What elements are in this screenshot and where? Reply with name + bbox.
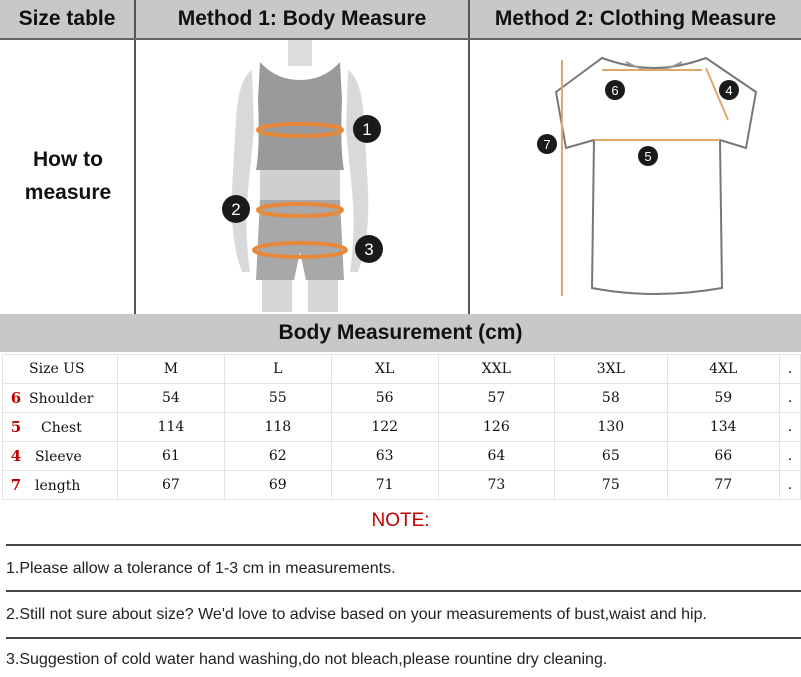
divider	[6, 590, 801, 592]
row-label: 7 length	[3, 471, 118, 500]
marker-5	[637, 145, 659, 167]
size-us-label: Size US	[3, 355, 118, 384]
extra-cell: .	[779, 355, 800, 384]
value-cell: 61	[118, 442, 225, 471]
how-to-line1: How to	[33, 148, 103, 171]
table-row	[3, 384, 801, 413]
value-cell: 126	[438, 413, 555, 442]
value-cell: 134	[667, 413, 779, 442]
value-cell: 67	[118, 471, 225, 500]
value-cell: 64	[438, 442, 555, 471]
value-cell: 56	[331, 384, 438, 413]
marker-6	[604, 79, 626, 101]
divider	[468, 0, 470, 314]
body-figure	[180, 40, 420, 312]
row-label: 4 Sleeve	[3, 442, 118, 471]
value-cell: 122	[331, 413, 438, 442]
value-cell: 77	[667, 471, 779, 500]
row-label: 6 Shoulder	[3, 384, 118, 413]
marker-7-label: 7	[543, 137, 551, 152]
value-cell: 71	[331, 471, 438, 500]
value-cell: 73	[438, 471, 555, 500]
marker-7	[536, 133, 558, 155]
size-cell: 4XL	[667, 355, 779, 384]
divider	[134, 0, 136, 314]
extra-cell: .	[779, 384, 800, 413]
marker-5-label: 5	[644, 149, 652, 164]
marker-1	[352, 114, 382, 144]
note-title: NOTE:	[371, 510, 430, 531]
size-cell: XXL	[438, 355, 555, 384]
marker-2-label: 2	[231, 200, 241, 219]
header-size-table: Size table	[0, 0, 134, 38]
header-method2: Method 2: Clothing Measure	[470, 0, 801, 38]
value-cell: 65	[555, 442, 667, 471]
how-to-measure-label	[2, 40, 134, 312]
marker-6-label: 6	[611, 83, 619, 98]
table-row	[3, 442, 801, 471]
table-row	[3, 413, 801, 442]
marker-1-label: 1	[362, 120, 372, 139]
how-to-line2: measure	[24, 181, 112, 204]
size-cell: M	[118, 355, 225, 384]
row-label: 5 Chest	[3, 413, 118, 442]
table-header-row	[3, 355, 801, 384]
divider	[6, 544, 801, 546]
value-cell: 130	[555, 413, 667, 442]
marker-4	[718, 79, 740, 101]
size-cell: 3XL	[555, 355, 667, 384]
size-table	[2, 354, 801, 500]
value-cell: 114	[118, 413, 225, 442]
value-cell: 62	[224, 442, 331, 471]
marker-2	[221, 194, 251, 224]
marker-4-label: 4	[725, 83, 733, 98]
value-cell: 66	[667, 442, 779, 471]
extra-cell: .	[779, 442, 800, 471]
value-cell: 75	[555, 471, 667, 500]
value-cell: 59	[667, 384, 779, 413]
marker-3	[354, 234, 384, 264]
marker-3-label: 3	[364, 240, 374, 259]
note-line-2: 2.Still not sure about size? We'd love to advise based on your measurements of bust,waist and hip.	[6, 606, 707, 623]
extra-cell: .	[779, 471, 800, 500]
note-line-1: 1.Please allow a tolerance of 1-3 cm in measurements.	[6, 560, 396, 577]
value-cell: 118	[224, 413, 331, 442]
value-cell: 57	[438, 384, 555, 413]
value-cell: 55	[224, 384, 331, 413]
header-method1: Method 1: Body Measure	[136, 0, 468, 38]
value-cell: 58	[555, 384, 667, 413]
note-line-3: 3.Suggestion of cold water hand washing,do not bleach,please rountine dry cleaning.	[6, 651, 608, 668]
value-cell: 69	[224, 471, 331, 500]
table-row	[3, 471, 801, 500]
extra-cell: .	[779, 413, 800, 442]
value-cell: 63	[331, 442, 438, 471]
size-cell: XL	[331, 355, 438, 384]
size-cell: L	[224, 355, 331, 384]
body-measurement-title: Body Measurement (cm)	[0, 314, 801, 352]
divider	[6, 637, 801, 639]
value-cell: 54	[118, 384, 225, 413]
